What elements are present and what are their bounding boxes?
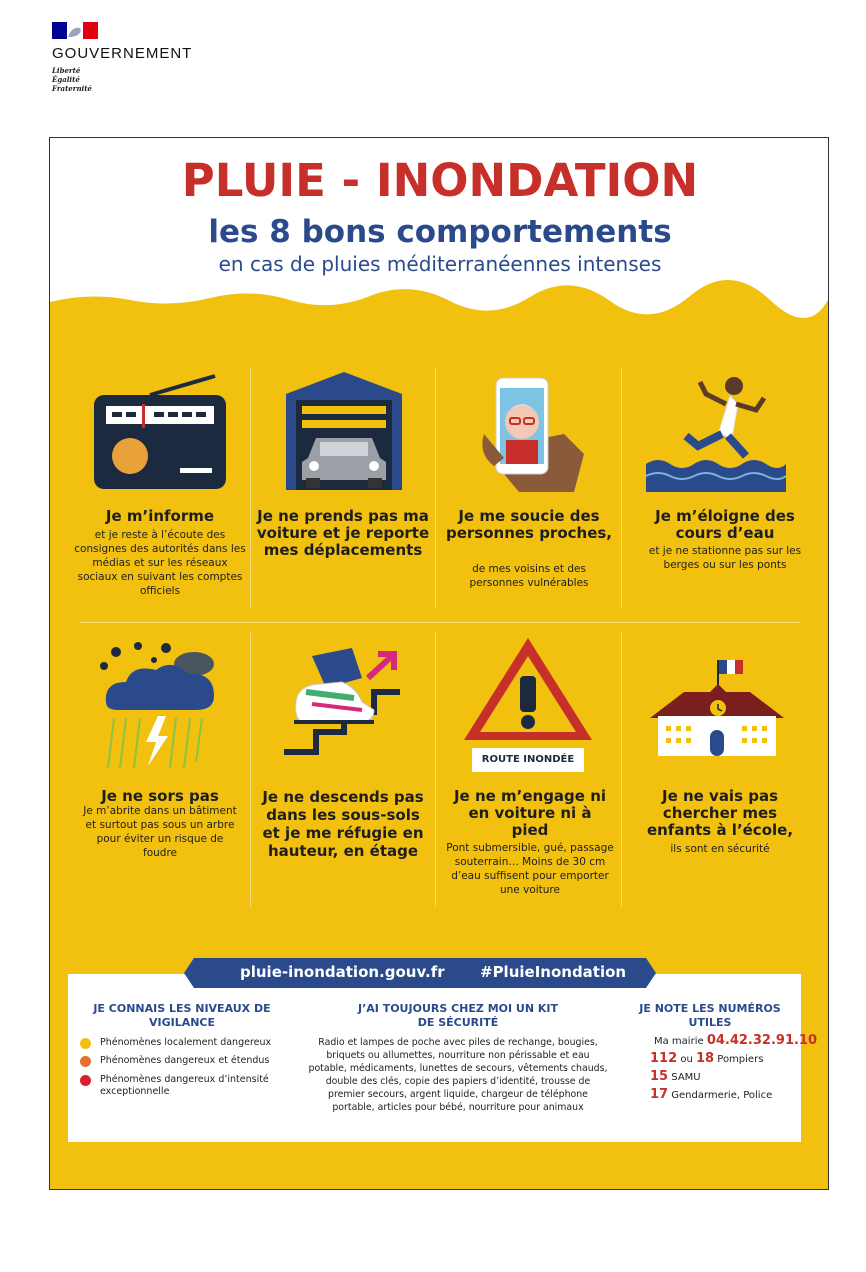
stairs-up-icon — [282, 648, 412, 758]
school-icon — [646, 654, 788, 758]
motto-fraternite: Fraternité — [52, 84, 92, 93]
behaviour-2-title: Je ne prends pas ma voiture et je reporte mes déplacements — [256, 507, 430, 559]
behaviour-4-title: Je m’éloigne des cours d’eau — [655, 507, 795, 542]
vigilance-level-1: Phénomènes localement dangereux — [100, 1037, 272, 1048]
mairie-number: 04.42.32.91.10 — [706, 1033, 818, 1048]
vigilance-orange-dot — [80, 1056, 91, 1067]
police-label: Gendarmerie, Police — [671, 1090, 773, 1101]
behaviour-7-body: Pont submersible, gué, passage souterrain… Moins de 30 cm d’eau suffisent pour emporter une voiture — [446, 842, 614, 896]
number-15: 15 — [650, 1069, 669, 1084]
behaviour-4-body: et je ne stationne pas sur les berges ou sur les ponts — [648, 545, 802, 571]
grid-divider — [250, 632, 251, 907]
behaviour-5-body: Je m’abrite dans un bâtiment et surtout pas sous un arbre pour éviter un risque de foudre — [83, 805, 237, 859]
numbers-heading: JE NOTE LES NUMÉROS UTILES — [639, 1002, 781, 1029]
car-garage-icon — [282, 370, 406, 492]
behaviour-3-title: Je me soucie des personnes proches, — [445, 507, 613, 542]
site-url-link[interactable]: pluie-inondation.gouv.fr — [240, 963, 445, 981]
route-inondee-label: ROUTE INONDÉE — [481, 754, 575, 765]
behaviour-6-title: Je ne descends pas dans les sous-sols et je me réfugie en hauteur, en étage — [262, 788, 424, 860]
behaviour-8-title: Je ne vais pas chercher mes enfants à l’école, — [646, 787, 794, 839]
gov-motto — [52, 66, 92, 93]
grid-divider — [621, 632, 622, 907]
behaviour-1-body: et je reste à l’écoute des consignes des autorités dans les médias et sur les réseaux sociaux en suivant les comptes officiels — [74, 529, 246, 597]
grid-divider — [80, 622, 800, 623]
vigilance-yellow-dot — [80, 1038, 91, 1049]
grid-divider — [621, 368, 622, 608]
behaviour-5-title: Je ne sors pas — [101, 787, 219, 805]
kit-text: Radio et lampes de poche avec piles de rechange, bougies, briquets ou allumettes, nourriture non périssable et eau potable, médicaments, lunettes de secours, vêtements chauds, double des clés, copie des papiers d’identité, trousse de premier secours, argent liquide, chargeur de téléphone portable, articles pour bébé, nourriture pour animaux — [308, 1037, 608, 1113]
pompiers-label: Pompiers — [717, 1054, 764, 1065]
grid-divider — [250, 368, 251, 608]
vigilance-heading: JE CONNAIS LES NIVEAUX DE VIGILANCE — [93, 1002, 271, 1029]
police-row — [650, 1088, 772, 1103]
poster-subtitle: les 8 bons comportements — [208, 214, 672, 250]
grid-divider — [435, 632, 436, 907]
vigilance-red-dot — [80, 1075, 91, 1086]
number-112: 112 — [650, 1051, 678, 1066]
phone-call-icon — [464, 374, 594, 494]
storm-cloud-icon — [96, 638, 226, 772]
samu-label: SAMU — [671, 1072, 701, 1083]
number-18: 18 — [695, 1051, 715, 1066]
pompiers-row — [650, 1052, 763, 1067]
or-label: ou — [680, 1054, 693, 1065]
behaviour-8-body: ils sont en sécurité — [670, 843, 770, 855]
poster-tagline: en cas de pluies méditerranéennes intenses — [218, 252, 662, 276]
grid-divider — [435, 368, 436, 608]
running-person-water-icon — [646, 374, 786, 494]
gov-name: GOUVERNEMENT — [52, 45, 193, 62]
mairie-label: Ma mairie — [654, 1036, 704, 1047]
mairie-row — [654, 1034, 817, 1049]
vigilance-level-3: Phénomènes dangereux d’intensité exceptionnelle — [100, 1074, 269, 1097]
kit-heading: J’AI TOUJOURS CHEZ MOI UN KIT DE SÉCURITÉ — [358, 1002, 558, 1029]
samu-row — [650, 1070, 701, 1085]
hashtag-link[interactable]: #PluieInondation — [480, 963, 627, 981]
poster-title: PLUIE - INONDATION — [181, 154, 699, 207]
radio-icon — [90, 370, 230, 495]
behaviour-3-body: de mes voisins et des personnes vulnérables — [469, 563, 589, 589]
motto-liberte: Liberté — [52, 66, 81, 75]
behaviour-1-title: Je m’informe — [105, 507, 215, 525]
behaviour-7-title: Je ne m’engage ni en voiture ni à pied — [453, 787, 607, 839]
number-17: 17 — [650, 1087, 669, 1102]
vigilance-level-2: Phénomènes dangereux et étendus — [100, 1055, 270, 1066]
marianne-logo-icon — [52, 22, 98, 39]
motto-egalite: Égalité — [52, 75, 80, 84]
poster — [49, 137, 829, 1190]
